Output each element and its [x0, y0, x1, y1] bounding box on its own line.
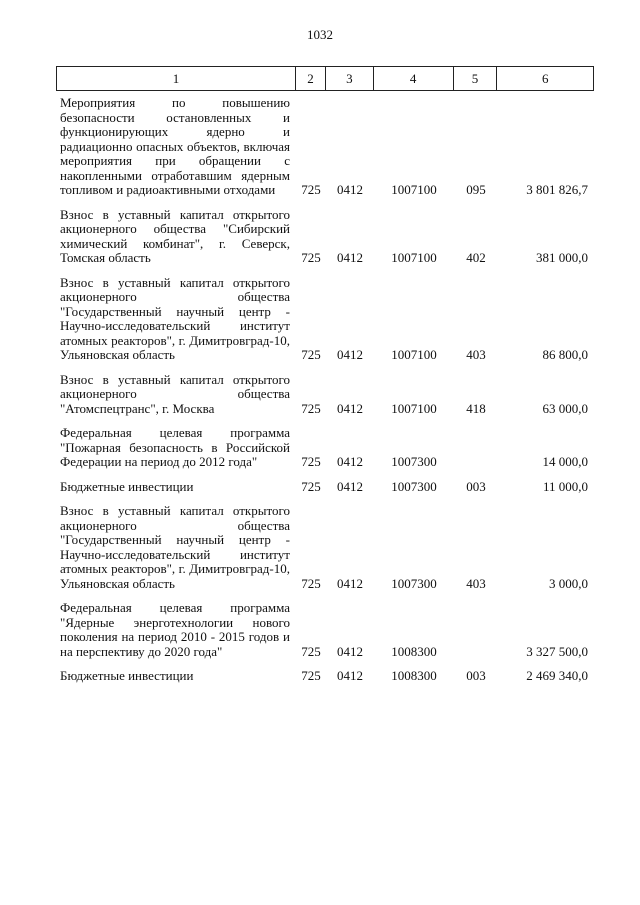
row-amount: 63 000,0 [542, 400, 588, 416]
row-amount: 2 469 340,0 [526, 668, 588, 683]
page-number: 1032 [307, 27, 333, 42]
row-description: Бюджетные инвестиции [60, 668, 194, 683]
row-col-3: 0412 [337, 347, 363, 362]
row-col-5: 403 [466, 575, 486, 591]
row-col-4: 1008300 [391, 643, 437, 659]
row-description: Взнос в уставный капитал открытого акционерного общества "Государственный научный центр - Научно-исследовательский институт атомных реакторов", г. Димитровград-10, Ульяновская область [60, 274, 290, 362]
row-col-5: 095 [466, 182, 486, 197]
row-description: Взнос в уставный капитал открытого акционерного общества "Государственный научный центр - Научно-исследовательский институт атомных реакторов", г. Димитровград-10, Ульяновская область [60, 503, 290, 591]
header-col-2: 2 [296, 67, 326, 90]
row-amount: 3 000,0 [549, 575, 588, 591]
table-row [56, 208, 594, 266]
row-col-5: 402 [466, 250, 486, 265]
table-row [56, 373, 594, 417]
table-row [56, 601, 594, 659]
header-col-1: 1 [57, 67, 296, 90]
row-col-5: 418 [466, 400, 486, 416]
row-amount: 14 000,0 [542, 454, 588, 469]
row-col-2: 725 [301, 643, 321, 659]
table-header [56, 66, 594, 91]
row-amount: 11 000,0 [542, 478, 588, 494]
row-col-3: 0412 [337, 250, 363, 265]
row-description: Взнос в уставный капитал открытого акционерного общества "Сибирский химический комбинат", г. Северск, Томская область [60, 206, 290, 265]
row-col-3: 0412 [337, 575, 363, 591]
table-row [56, 480, 594, 495]
row-col-2: 725 [301, 668, 321, 683]
row-description: Федеральная целевая программа "Ядерные энерготехнологии нового поколения на период 2010 - 2015 годов и на перспективу до 2020 года" [60, 600, 290, 659]
table-body [56, 96, 594, 694]
header-col-4: 4 [374, 67, 454, 90]
row-col-2: 725 [301, 182, 321, 197]
row-col-3: 0412 [337, 454, 363, 469]
header-col-3: 3 [326, 67, 374, 90]
row-col-4: 1007300 [391, 575, 437, 591]
row-col-3: 0412 [337, 643, 363, 659]
row-col-2: 725 [301, 575, 321, 591]
header-col-6: 6 [541, 71, 549, 86]
header-col-5: 5 [454, 67, 498, 90]
row-description: Федеральная целевая программа "Пожарная безопасность в Российской Федерации на период до 2012 года" [60, 425, 290, 469]
table-row [56, 96, 594, 198]
table-row [56, 504, 594, 591]
row-col-4: 1007100 [391, 400, 437, 416]
row-amount: 86 800,0 [542, 347, 588, 362]
row-col-4: 1007100 [391, 250, 437, 265]
table-row [56, 669, 594, 684]
row-amount: 3 327 500,0 [526, 643, 588, 659]
row-col-4: 1007300 [391, 478, 437, 494]
row-col-2: 725 [301, 454, 321, 469]
row-col-3: 0412 [337, 400, 363, 416]
row-col-4: 1007100 [391, 182, 437, 197]
row-description: Бюджетные инвестиции [60, 478, 194, 494]
row-col-5: 003 [466, 668, 486, 683]
table-row [56, 426, 594, 470]
row-col-4: 1008300 [391, 668, 437, 683]
row-description: Мероприятия по повышению безопасности остановленных и функционирующих ядерно и радиационно опасных объектов, включая мероприятия при обращении с накопленными отработавшим ядерным топливом и радиоактивными отходами [60, 95, 290, 197]
row-col-5: 003 [466, 478, 486, 494]
row-col-4: 1007300 [391, 454, 437, 469]
row-col-3: 0412 [337, 182, 363, 197]
row-col-4: 1007100 [391, 347, 437, 362]
row-col-2: 725 [301, 250, 321, 265]
table-row [56, 276, 594, 363]
row-col-2: 725 [301, 478, 321, 494]
row-description: Взнос в уставный капитал открытого акционерного общества "Атомспецтранс", г. Москва [60, 371, 290, 416]
row-col-5: 403 [466, 347, 486, 362]
row-col-2: 725 [301, 347, 321, 362]
row-amount: 381 000,0 [536, 250, 588, 265]
row-col-3: 0412 [337, 668, 363, 683]
row-col-2: 725 [301, 400, 321, 416]
row-col-3: 0412 [337, 478, 363, 494]
row-amount: 3 801 826,7 [526, 182, 588, 197]
